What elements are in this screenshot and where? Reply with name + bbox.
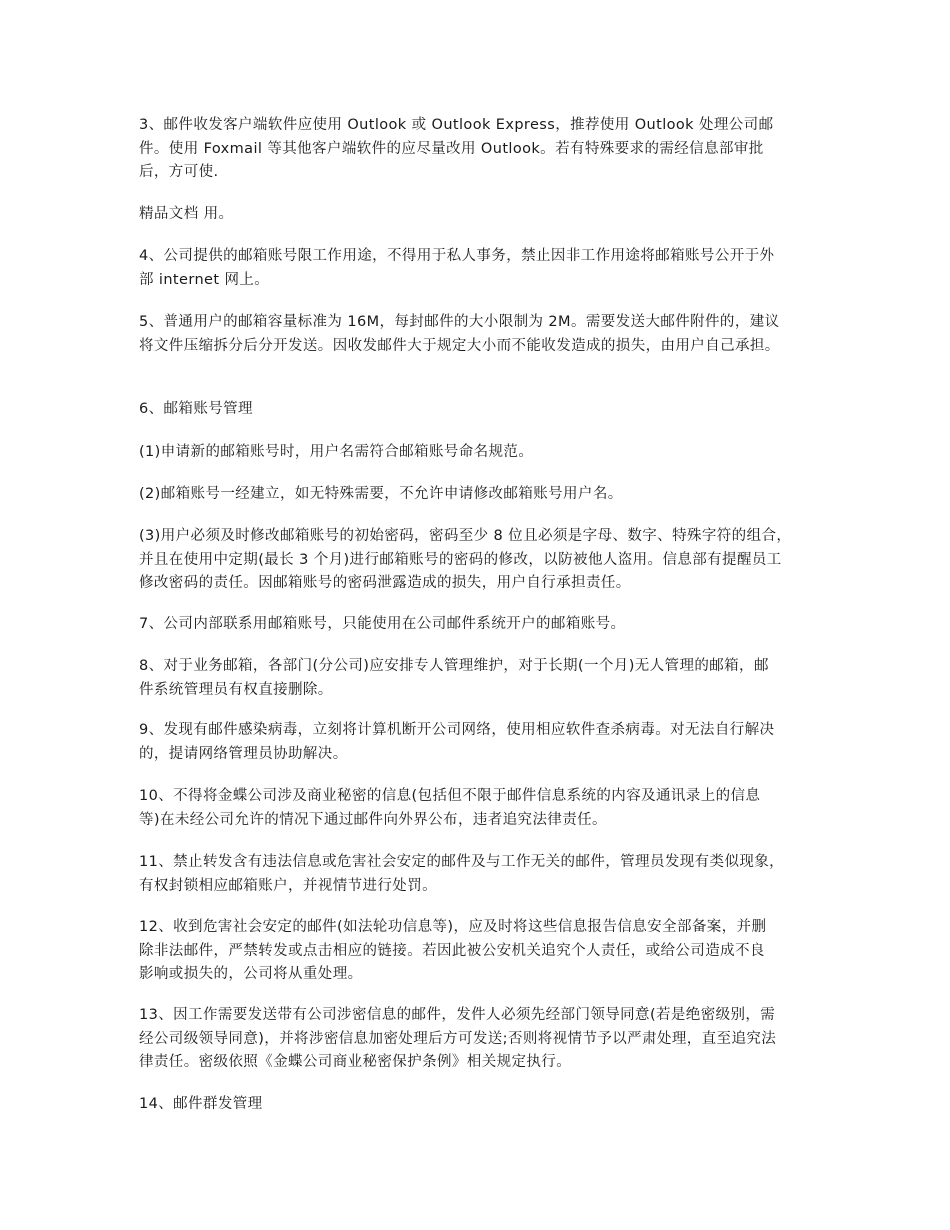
text-line: 10、不得将金蝶公司涉及商业秘密的信息(包括但不限于邮件信息系统的内容及通讯录上的信息 [139, 788, 761, 804]
paragraph-10 [139, 785, 819, 832]
text-line: (3)用户必须及时修改邮箱账号的初始密码，密码至少 8 位且必须是字母、数字、特殊字符的组合， [139, 528, 792, 544]
text-line: (2)邮箱账号一经建立，如无特殊需要，不允许申请修改邮箱账号用户名。 [139, 486, 623, 502]
section-heading-6 [139, 398, 819, 422]
paragraph-6-3 [139, 525, 819, 596]
text-line: 7、公司内部联系用邮箱账号，只能使用在公司邮件系统开户的邮箱账号。 [139, 616, 626, 632]
paragraph-5 [139, 311, 819, 358]
text-line: 精品文档 用。 [139, 206, 234, 222]
text-line: 12、收到危害社会安定的邮件(如法轮功信息等)，应及时将这些信息报告信息安全部备案，并删 [139, 919, 767, 935]
text-line: 将文件压缩拆分后分开发送。因收发邮件大于规定大小而不能收发造成的损失，由用户自己承担。 [139, 337, 780, 354]
text-line: 的，提请网络管理员协助解决。 [139, 745, 348, 762]
paragraph-3 [139, 114, 819, 185]
paragraph-6-2 [139, 483, 819, 507]
text-line: 经公司级领导同意)，并将涉密信息加密处理后方可发送;否则将视情节予以严肃处理，直至追究法 [139, 1030, 777, 1047]
text-line: 6、邮箱账号管理 [139, 401, 253, 417]
text-line: 11、禁止转发含有违法信息或危害社会安定的邮件及与工作无关的邮件，管理员发现有类似现象， [139, 854, 785, 870]
text-line: 影响或损失的，公司将从重处理。 [139, 966, 363, 982]
paragraph-7 [139, 613, 819, 637]
paragraph-6-1 [139, 441, 819, 465]
paragraph-12 [139, 916, 819, 987]
text-line: 件。使用 Foxmail 等其他客户端软件的应尽量改用 Outlook。若有特殊要求的需经信息部审批 [139, 140, 764, 157]
section-heading-14 [139, 1093, 819, 1117]
text-line: 有权封锁相应邮箱账户，并视情节进行处罚。 [139, 877, 437, 894]
paragraph-4 [139, 245, 819, 292]
text-line: 后，方可使. [139, 164, 219, 180]
text-line: 部 internet 网上。 [139, 271, 270, 288]
text-line: 律责任。密级依照《金蝶公司商业秘密保护条例》相关规定执行。 [139, 1054, 572, 1070]
paragraph-13 [139, 1004, 819, 1075]
text-line: (1)申请新的邮箱账号时，用户名需符合邮箱账号命名规范。 [139, 444, 534, 460]
paragraph-8 [139, 655, 819, 702]
text-line: 14、邮件群发管理 [139, 1096, 263, 1112]
paragraph-9 [139, 719, 819, 766]
watermark-note [139, 203, 819, 227]
text-line: 5、普通用户的邮箱容量标准为 16M，每封邮件的大小限制为 2M。需要发送大邮件附件的，建议 [139, 314, 780, 330]
text-line: 件系统管理员有权直接删除。 [139, 681, 333, 698]
text-line: 并且在使用中定期(最长 3 个月)进行邮箱账号的密码的修改，以防被他人盗用。信息部有提醒员工 [139, 551, 782, 568]
text-line: 修改密码的责任。因邮箱账号的密码泄露造成的损失，用户自行承担责任。 [139, 575, 631, 591]
text-line: 除非法邮件，严禁转发或点击相应的链接。若因此被公安机关追究个人责任，或给公司造成不良 [139, 942, 765, 959]
text-line: 8、对于业务邮箱，各部门(分公司)应安排专人管理维护，对于长期(一个月)无人管理的邮箱，邮 [139, 658, 769, 674]
text-line: 等)在未经公司允许的情况下通过邮件向外界公布，违者追究法律责任。 [139, 811, 607, 828]
text-line: 3、邮件收发客户端软件应使用 Outlook 或 Outlook Express，推荐使用 Outlook 处理公司邮 [139, 117, 774, 133]
text-line: 13、因工作需要发送带有公司涉密信息的邮件，发件人必须先经部门领导同意(若是绝密级别，需 [139, 1007, 776, 1023]
paragraph-11 [139, 851, 819, 898]
text-line: 9、发现有邮件感染病毒，立刻将计算机断开公司网络，使用相应软件查杀病毒。对无法自行解决 [139, 722, 775, 738]
text-line: 4、公司提供的邮箱账号限工作用途，不得用于私人事务，禁止因非工作用途将邮箱账号公开于外 [139, 248, 775, 264]
